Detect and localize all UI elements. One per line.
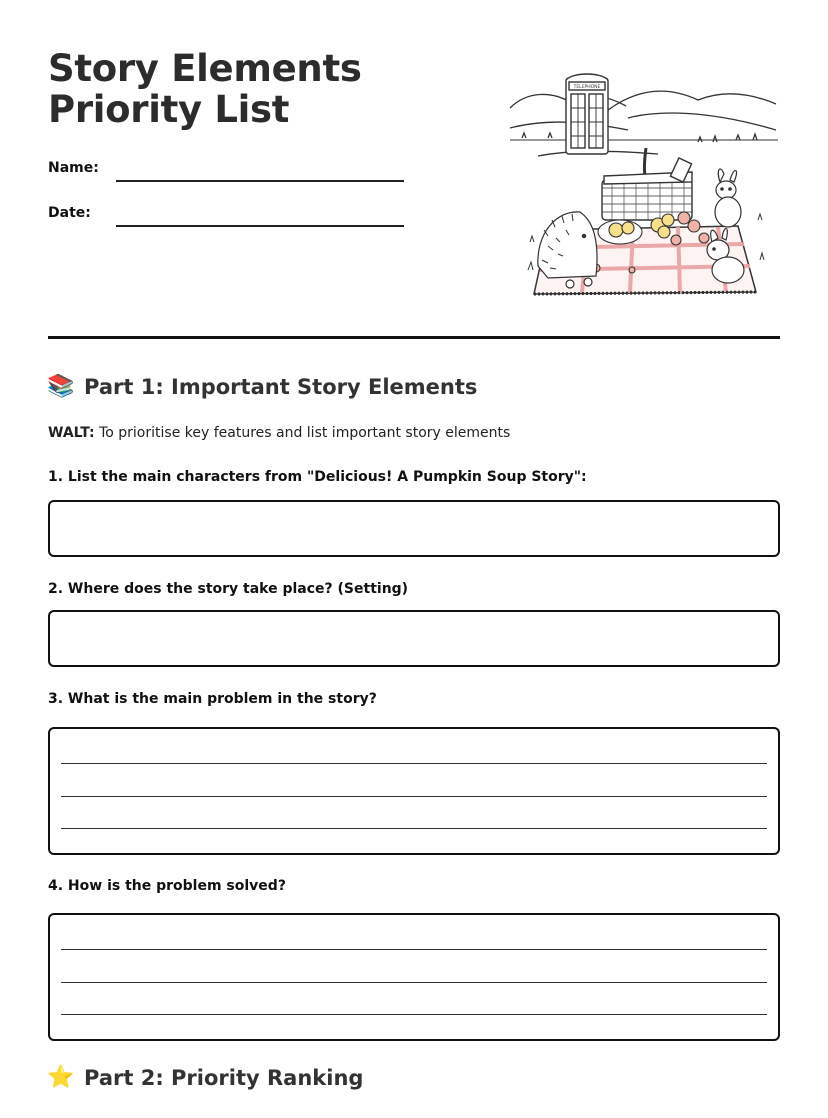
answer-box-4[interactable] — [48, 913, 780, 1041]
writing-line — [61, 982, 767, 983]
walt-label: WALT: — [48, 425, 95, 441]
part2-heading-text: Part 2: Priority Ranking — [84, 1065, 364, 1090]
walt-text: To prioritise key features and list important story elements — [94, 425, 511, 441]
answer-box-1[interactable] — [48, 500, 780, 557]
part1-heading — [48, 374, 477, 399]
star-icon: ⭐ — [47, 1065, 75, 1090]
question-4: 4. How is the problem solved? — [48, 878, 286, 894]
answer-box-3[interactable] — [48, 727, 780, 855]
date-field[interactable] — [116, 225, 404, 227]
telephone-box-drawing — [566, 74, 608, 154]
date-label: Date: — [48, 205, 91, 221]
writing-line — [61, 796, 767, 797]
question-2: 2. Where does the story take place? (Setting) — [48, 581, 409, 597]
telephone-sign: TELEPHONE — [573, 85, 601, 90]
hills-drawing — [510, 91, 778, 156]
writing-line — [61, 763, 767, 764]
answer-box-2[interactable] — [48, 610, 780, 667]
writing-line — [61, 828, 767, 829]
writing-line — [61, 1014, 767, 1015]
name-label: Name: — [48, 160, 99, 176]
walt-statement — [48, 425, 510, 441]
picnic-basket-drawing — [602, 148, 692, 220]
writing-line — [61, 949, 767, 950]
page-title: Story Elements Priority List — [48, 47, 362, 131]
part2-heading — [48, 1065, 363, 1090]
name-field[interactable] — [116, 180, 404, 182]
picnic-illustration — [508, 70, 780, 302]
books-icon: 📚 — [47, 374, 75, 399]
part1-heading-text: Part 1: Important Story Elements — [84, 374, 478, 399]
question-1: 1. List the main characters from "Delicious! A Pumpkin Soup Story": — [48, 469, 587, 485]
question-3: 3. What is the main problem in the story? — [48, 691, 377, 707]
hedgehog-drawing — [538, 212, 597, 288]
header-divider — [48, 336, 780, 339]
